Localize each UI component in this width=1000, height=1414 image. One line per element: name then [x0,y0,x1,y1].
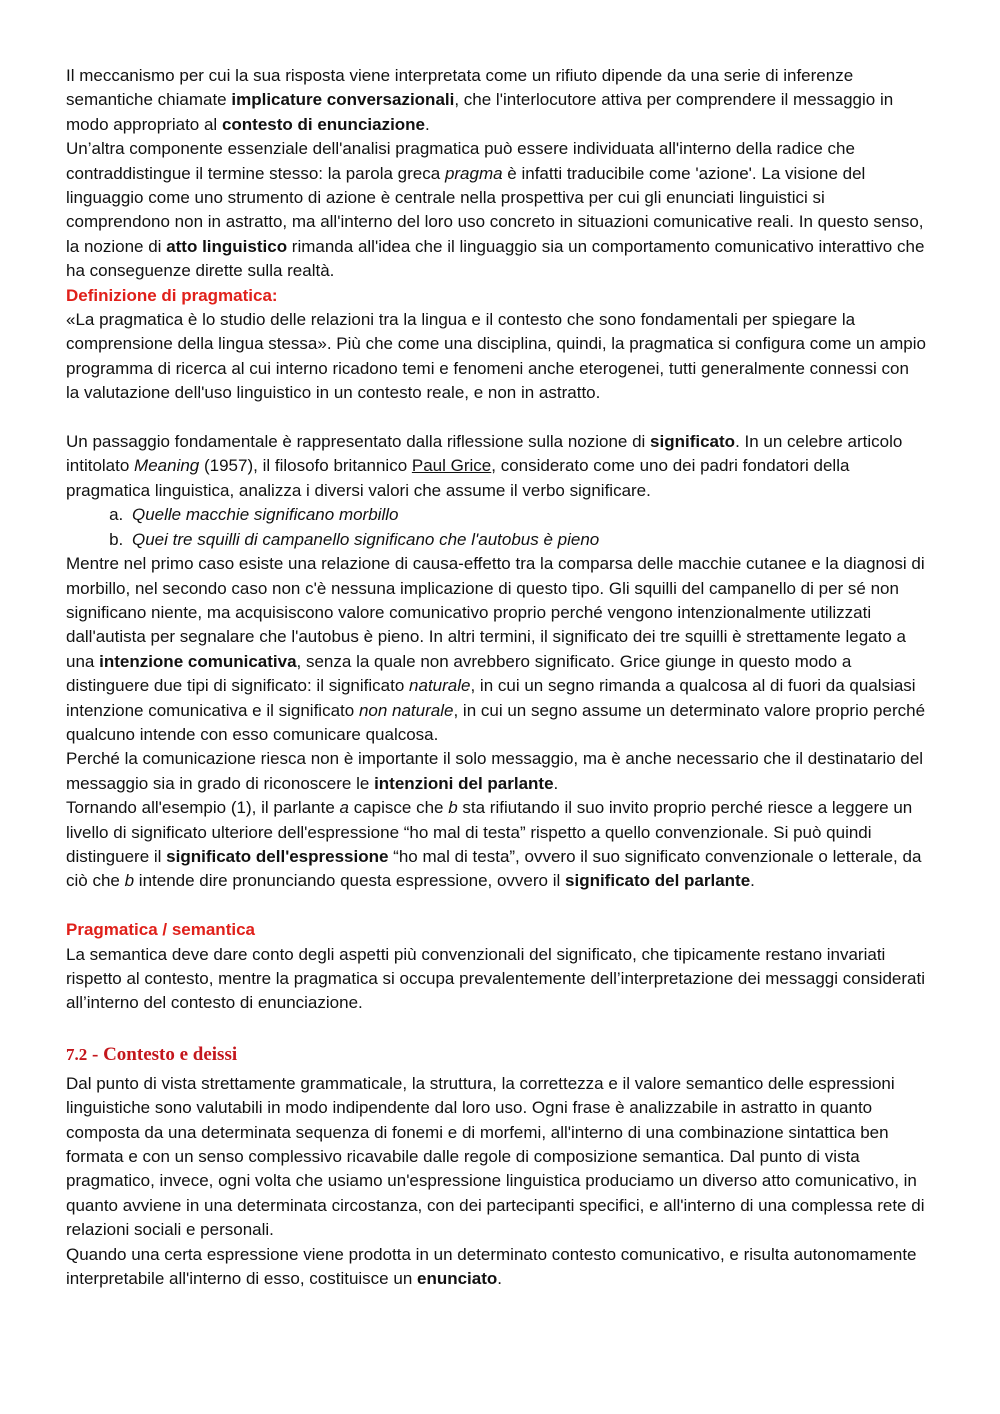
text-run: La semantica deve dare conto degli aspetti più convenzionali del significato, che tipicamente restano invariati rispetto al contesto, mentre la pragmatica si occupa prevalentemente dell’interpretazione dei messaggi considerati all’interno del contesto di enunciazione. [66,944,925,1013]
paragraph [66,943,926,1016]
text-run: . [553,773,559,793]
italic-term: pragma [444,163,503,183]
heading-pragmatica-semantica: Pragmatica / semantica [66,920,255,940]
text-run: Tornando all'esempio (1), il parlante [66,798,340,818]
text-run: , considerato come uno dei padri fondatori della pragmatica linguistica, analizza i diversi valori che assume il verbo significare. [66,456,850,500]
paragraph [66,137,926,283]
italic-term: naturale [409,676,471,696]
text-run: «La pragmatica è lo studio delle relazioni tra la lingua e il contesto che sono fondamentali per spiegare la comprensione della lingua stessa». Più che come una disciplina, quindi, la pragmatica si configura come un ampio programma di ricerca al cui interno ricadono temi e fenomeni anche eterogenei, tutti generalmente connessi con la valutazione dell'uso linguistico in un contesto reale, e non in astratto. [66,310,926,403]
text-run: . In un celebre articolo intitolato [66,432,903,476]
bold-term: implicature conversazionali [231,90,455,110]
text-run: Perché la comunicazione riesca non è importante il solo messaggio, ma è anche necessario che il destinatario del messaggio sia in grado di riconoscere le [66,749,924,793]
paragraph [66,1243,926,1292]
text-run: Un passaggio fondamentale è rappresentato dalla riflessione sulla nozione di [66,432,651,452]
list-item: a. Quelle macchie significano morbillo [128,503,926,527]
paragraph [66,430,926,503]
paragraph [66,747,926,796]
text-run: . [497,1269,503,1289]
bold-term: enunciato [417,1269,498,1289]
italic-term: a [339,798,349,818]
paragraph [66,308,926,406]
bold-term: significato dell'espressione [166,846,389,866]
text-run: , in cui un segno rimanda a qualcosa al di fuori da qualsiasi intenzione comunicativa e il significato [66,676,916,720]
text-run: , che l'interlocutore attiva per comprendere il messaggio in modo appropriato al [66,90,894,134]
text-run: , senza la quale non avrebbero significato. Grice giunge in questo modo a distinguere due tipi di significato: il significato [66,651,852,696]
text-run: Dal punto di vista strettamente grammaticale, la struttura, la correttezza e il valore semantico delle espressioni linguistiche sono valutabili in modo indipendente dal loro uso. Ogni frase è analizzabile in astratto in quanto composta da una determinata sequenza di fonemi e di morfemi, all'interno di una combinazione sintattica ben formata e con un senso complessivo ricavabile dalle regole di composizione semantica. Dal punto di vista pragmatico, invece, ogni volta che usiamo un'espressione linguistica produciamo un diverso atto comunicativo, in quanto avviene in una determinata circostanza, con dei partecipanti specifici, e all'interno di una complessa rete di relazioni sociali e personali. [66,1073,925,1240]
text-run: Il meccanismo per cui la sua risposta viene interpretata come un rifiuto dipende da una serie di inferenze semantiche chiamate [66,66,854,110]
heading-definizione: Definizione di pragmatica: [66,285,278,305]
bold-term: significato del parlante [565,871,751,891]
text-run: Quando una certa espressione viene prodotta in un determinato contesto comunicativo, e risulta autonomamente interpretabile all'interno di esso, costituisce un [66,1244,917,1289]
text-run: , in cui un segno assume un determinato valore proprio perché qualcuno intende con esso comunicare qualcosa. [66,700,926,744]
italic-term: non naturale [358,700,454,720]
text-run: intende dire pronunciando questa espressione, ovvero il [134,871,566,891]
text-run: capisce che [348,798,449,818]
text-run: è infatti traducibile come 'azione'. La visione del linguaggio come uno strumento di azione è centrale nella prospettiva per cui gli enunciati linguistici si comprendono non in astratto, ma all'interno del loro uso concreto in situazioni comunicative reali. In questo senso, la nozione di [66,163,924,256]
examples-list [66,503,926,552]
author-link[interactable]: Paul Grice [411,456,492,476]
paragraph [66,552,926,747]
list-item: b. Quei tre squilli di campanello significano che l'autobus è pieno [128,528,926,552]
text-run: Mentre nel primo caso esiste una relazione di causa-effetto tra la comparsa delle macchie cutanee e la diagnosi di morbillo, nel secondo caso non c'è nessuna implicazione di questo tipo. Gli squilli del campanello di per sé non significano niente, ma acquisiscono valore comunicativo proprio perché vengono intenzionalmente utilizzati dall'autista per segnalare che l'autobus è pieno. In altri termini, il significato dei tre squilli è strettamente legato a una [66,554,925,671]
section-title-text: - Contesto e deissi [87,1043,238,1065]
document-page [66,64,926,1291]
paragraph [66,64,926,137]
bold-term: intenzioni del parlante [374,773,554,793]
italic-term: b [124,871,135,891]
text-run: rimanda all'idea che il linguaggio sia un comportamento comunicativo interattivo che ha conseguenze dirette sulla realtà. [66,236,925,281]
paragraph [66,1072,926,1243]
paragraph [66,796,926,894]
text-run: sta rifiutando il suo invito proprio perché riesce a leggere un livello di significato ulteriore dell'espressione “ho mal di testa” rispetto a quello convenzionale. Si può quindi distinguere il [66,798,913,866]
text-run: . [425,114,430,134]
italic-term: Meaning [134,456,200,476]
text-run: Un’altra componente essenziale dell'analisi pragmatica può essere individuata all'interno della radice che contraddistingue il termine stesso: la parola greca [66,139,855,183]
bold-term: atto linguistico [166,236,288,256]
section-number: 7.2 [66,1044,88,1064]
bold-term: intenzione comunicativa [99,651,297,671]
italic-term: b [448,798,458,818]
text-run: . [750,871,755,891]
bold-term: significato [650,432,736,452]
bold-term: contesto di enunciazione [221,114,426,134]
section-title [66,1042,926,1068]
text-run: “ho mal di testa”, ovvero il suo significato convenzionale o letterale, da ciò che [66,846,922,891]
text-run: (1957), il filosofo britannico [199,456,412,476]
